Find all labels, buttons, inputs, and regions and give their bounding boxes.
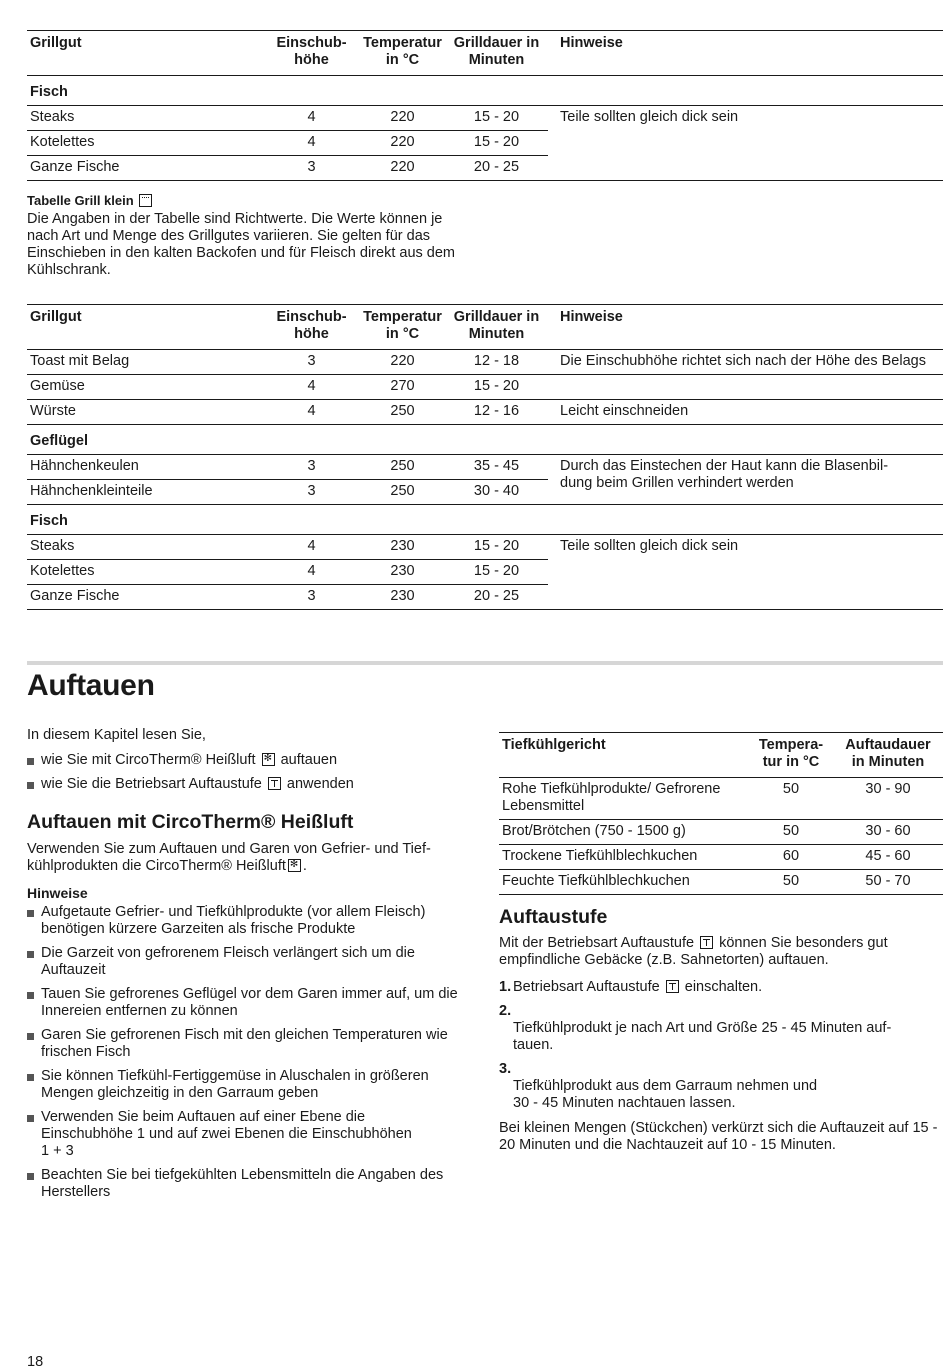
cell-temp: 50: [749, 870, 833, 895]
step-item: [499, 1003, 943, 1054]
grill-small-icon: [139, 194, 152, 207]
table-row: [27, 535, 943, 560]
intro-item-text: auftauen: [280, 752, 338, 768]
cell-grillgut: Gemüse: [27, 375, 263, 400]
cell-temp: 230: [360, 585, 445, 610]
table-row: [27, 350, 943, 375]
cell-dauer: 15 - 20: [445, 375, 548, 400]
cell-hoehe: 3: [263, 350, 360, 375]
cell-grillgut: Hähnchenkleinteile: [27, 480, 263, 505]
cell-temp: 220: [360, 131, 445, 156]
cell-dauer: 30 - 60: [833, 820, 943, 845]
cell-hoehe: 3: [263, 585, 360, 610]
cell-gericht: Feuchte Tiefkühlblechkuchen: [499, 870, 749, 895]
cell-grillgut: Toast mit Belag: [27, 350, 263, 375]
page-number: 18: [27, 1354, 44, 1370]
circotherm-text-after: .: [302, 858, 307, 874]
header-temperatur: Temperatur in °C: [363, 309, 442, 342]
cell-hinweis: Die Einschubhöhe richtet sich nach der Höhe des Belags: [548, 350, 943, 375]
intro-item-text: wie Sie mit CircoTherm® Heißluft: [41, 752, 256, 768]
list-item: [27, 752, 472, 769]
table-row: [499, 870, 943, 895]
grill-klein-title: Tabelle Grill klein: [27, 193, 134, 208]
thaw-icon: [666, 980, 679, 993]
fan-icon: [262, 753, 275, 766]
cell-temp: 50: [749, 778, 833, 820]
cell-dauer: 15 - 20: [445, 131, 548, 156]
cell-grillgut: Hähnchenkeulen: [27, 455, 263, 480]
cell-temp: 220: [360, 156, 445, 181]
step-item: [499, 1061, 943, 1112]
auftaustufe-text-after: können Sie besonders gut empfindliche Gebäcke (z.B. Sahnetorten) auftauen.: [499, 935, 888, 968]
cell-temp: 270: [360, 375, 445, 400]
cell-temp: 220: [360, 350, 445, 375]
chapter-title: Auftauen: [27, 669, 155, 702]
hinweise-list: [27, 904, 472, 1201]
cell-gericht: Rohe Tiefkühlprodukte/ Gefrorene Lebensmittel: [499, 778, 749, 820]
header-tiefkuehlgericht: Tiefkühlgericht: [502, 737, 606, 753]
section-title-circotherm: Auftauen mit CircoTherm® Heißluft: [27, 811, 354, 833]
table-row: [499, 778, 943, 820]
list-item: Tauen Sie gefrorenes Geflügel vor dem Garen immer auf, um die Innereien entfernen zu können: [27, 986, 472, 1020]
cell-temp: 250: [360, 400, 445, 425]
step-number: 3.: [499, 1061, 512, 1077]
grill-klein-table: [27, 304, 943, 610]
list-item: Garen Sie gefrorenen Fisch mit den gleichen Temperaturen wie frischen Fisch: [27, 1027, 472, 1061]
cell-dauer: 30 - 90: [833, 778, 943, 820]
cell-hinweis: Leicht einschneiden: [548, 400, 943, 425]
cell-dauer: 15 - 20: [445, 560, 548, 585]
step-text-after: einschalten.: [684, 979, 763, 995]
category-label: Geflügel: [27, 425, 943, 455]
list-item: Sie können Tiefkühl-Fertiggemüse in Aluschalen in größeren Mengen gleichzeitig in den Garraum geben: [27, 1068, 472, 1102]
header-grilldauer: Grilldauer in Minuten: [453, 35, 540, 68]
cell-dauer: 12 - 18: [445, 350, 548, 375]
cell-hoehe: 3: [263, 455, 360, 480]
header-einschubhoehe: Einschub- höhe: [276, 309, 347, 342]
auftau-table: [499, 732, 943, 895]
header-einschubhoehe: Einschub- höhe: [276, 35, 347, 68]
steps-list: [499, 979, 943, 1112]
cell-dauer: 12 - 16: [445, 400, 548, 425]
cell-hoehe: 3: [263, 480, 360, 505]
table-row: [499, 820, 943, 845]
cell-temp: 220: [360, 106, 445, 131]
category-label: Fisch: [27, 505, 943, 535]
hinweise-title: Hinweise: [27, 885, 88, 901]
cell-hoehe: 4: [263, 560, 360, 585]
cell-hinweis: Durch das Einstechen der Haut kann die Blasenbil- dung beim Grillen verhindert werden: [548, 455, 943, 505]
list-item: Verwenden Sie beim Auftauen auf einer Ebene die Einschubhöhe 1 und auf zwei Ebenen die Einschubhöhen 1 + 3: [27, 1109, 472, 1160]
cell-hoehe: 4: [263, 375, 360, 400]
cell-hoehe: 4: [263, 131, 360, 156]
cell-hoehe: 4: [263, 106, 360, 131]
table-header-row: [27, 31, 943, 76]
cell-dauer: 20 - 25: [445, 585, 548, 610]
cell-grillgut: Steaks: [27, 106, 263, 131]
header-hinweise: Hinweise: [560, 309, 623, 325]
intro-item-text: wie Sie die Betriebsart Auftaustufe: [41, 776, 262, 792]
cell-grillgut: Steaks: [27, 535, 263, 560]
thaw-icon: [268, 777, 281, 790]
cell-dauer: 15 - 20: [445, 106, 548, 131]
step-text: Betriebsart Auftaustufe: [513, 979, 660, 995]
left-column: [27, 727, 472, 1208]
header-hinweise: Hinweise: [560, 35, 623, 51]
auftaustufe-text-before: Mit der Betriebsart Auftaustufe: [499, 935, 695, 951]
table-header-row: [27, 305, 943, 350]
category-row: [27, 76, 943, 106]
table-header-row: [499, 733, 943, 778]
category-row: [27, 425, 943, 455]
step-text: Tiefkühlprodukt aus dem Garraum nehmen und 30 - 45 Minuten nachtauen lassen.: [513, 1078, 818, 1111]
cell-dauer: 50 - 70: [833, 870, 943, 895]
cell-gericht: Brot/Brötchen (750 - 1500 g): [499, 820, 749, 845]
header-grillgut: Grillgut: [30, 309, 82, 325]
circotherm-text-before: Verwenden Sie zum Auftauen und Garen von Gefrier- und Tief- kühlprodukten die CircoTherm® Heißluft: [27, 841, 431, 874]
grill-klein-section: [27, 192, 472, 279]
section-heading: [27, 192, 472, 209]
table-row: [27, 375, 943, 400]
cell-temp: 230: [360, 535, 445, 560]
intro-list: [27, 752, 472, 793]
grill-table-top: [27, 30, 943, 181]
category-row: [27, 505, 943, 535]
cell-dauer: 35 - 45: [445, 455, 548, 480]
cell-dauer: 45 - 60: [833, 845, 943, 870]
cell-dauer: 30 - 40: [445, 480, 548, 505]
section-title-auftaustufe: Auftaustufe: [499, 906, 608, 928]
intro-item-text: anwenden: [286, 776, 354, 792]
chapter-rule: [27, 661, 943, 665]
cell-grillgut: Würste: [27, 400, 263, 425]
cell-hinweis: [548, 375, 943, 400]
intro-text: In diesem Kapitel lesen Sie,: [27, 727, 206, 743]
header-temperatur: Tempera- tur in °C: [758, 737, 824, 770]
cell-temp: 230: [360, 560, 445, 585]
table-row: [27, 400, 943, 425]
cell-gericht: Trockene Tiefkühlblechkuchen: [499, 845, 749, 870]
cell-hoehe: 4: [263, 400, 360, 425]
header-temperatur: Temperatur in °C: [363, 35, 442, 68]
table-row: [499, 845, 943, 870]
auftaustufe-footer: Bei kleinen Mengen (Stückchen) verkürzt sich die Auftauzeit auf 15 - 20 Minuten und die Nachtauzeit auf 10 - 15 Minuten.: [499, 1120, 938, 1153]
header-grilldauer: Grilldauer in Minuten: [453, 309, 540, 342]
cell-hinweis: Teile sollten gleich dick sein: [548, 106, 943, 181]
cell-hoehe: 3: [263, 156, 360, 181]
cell-hinweis: Teile sollten gleich dick sein: [548, 535, 943, 610]
step-number: 2.: [499, 1003, 512, 1019]
list-item: [27, 776, 472, 793]
cell-dauer: 15 - 20: [445, 535, 548, 560]
circotherm-text: [27, 841, 472, 875]
list-item: Aufgetaute Gefrier- und Tiefkühlprodukte (vor allem Fleisch) benötigen kürzere Garzeiten als frische Produkte: [27, 904, 472, 938]
category-label: Fisch: [27, 76, 943, 106]
fan-icon: [288, 859, 301, 872]
auftaustufe-text: [499, 935, 943, 969]
cell-grillgut: Kotelettes: [27, 131, 263, 156]
step-item: [499, 979, 943, 996]
list-item: Die Garzeit von gefrorenem Fleisch verlängert sich um die Auftauzeit: [27, 945, 472, 979]
table-row: [27, 455, 943, 480]
thaw-icon: [700, 936, 713, 949]
step-text: Tiefkühlprodukt je nach Art und Größe 25 - 45 Minuten auf- tauen.: [513, 1020, 892, 1053]
step-number: 1.: [499, 979, 512, 995]
cell-temp: 250: [360, 455, 445, 480]
cell-dauer: 20 - 25: [445, 156, 548, 181]
list-item: Beachten Sie bei tiefgekühlten Lebensmitteln die Angaben des Herstellers: [27, 1167, 472, 1201]
cell-temp: 250: [360, 480, 445, 505]
cell-temp: 60: [749, 845, 833, 870]
cell-hoehe: 4: [263, 535, 360, 560]
cell-grillgut: Ganze Fische: [27, 585, 263, 610]
cell-temp: 50: [749, 820, 833, 845]
auftaustufe-section: [499, 905, 943, 1154]
header-auftaudauer: Auftaudauer in Minuten: [845, 737, 931, 770]
header-grillgut: Grillgut: [30, 35, 82, 51]
table-row: [27, 106, 943, 131]
cell-grillgut: Ganze Fische: [27, 156, 263, 181]
grill-klein-text: Die Angaben in der Tabelle sind Richtwerte. Die Werte können je nach Art und Menge des Grillgutes variieren. Sie gelten für das Einschieben in den kalten Backofen und für Fleisch direkt aus dem Kühlschrank.: [27, 211, 455, 278]
cell-grillgut: Kotelettes: [27, 560, 263, 585]
